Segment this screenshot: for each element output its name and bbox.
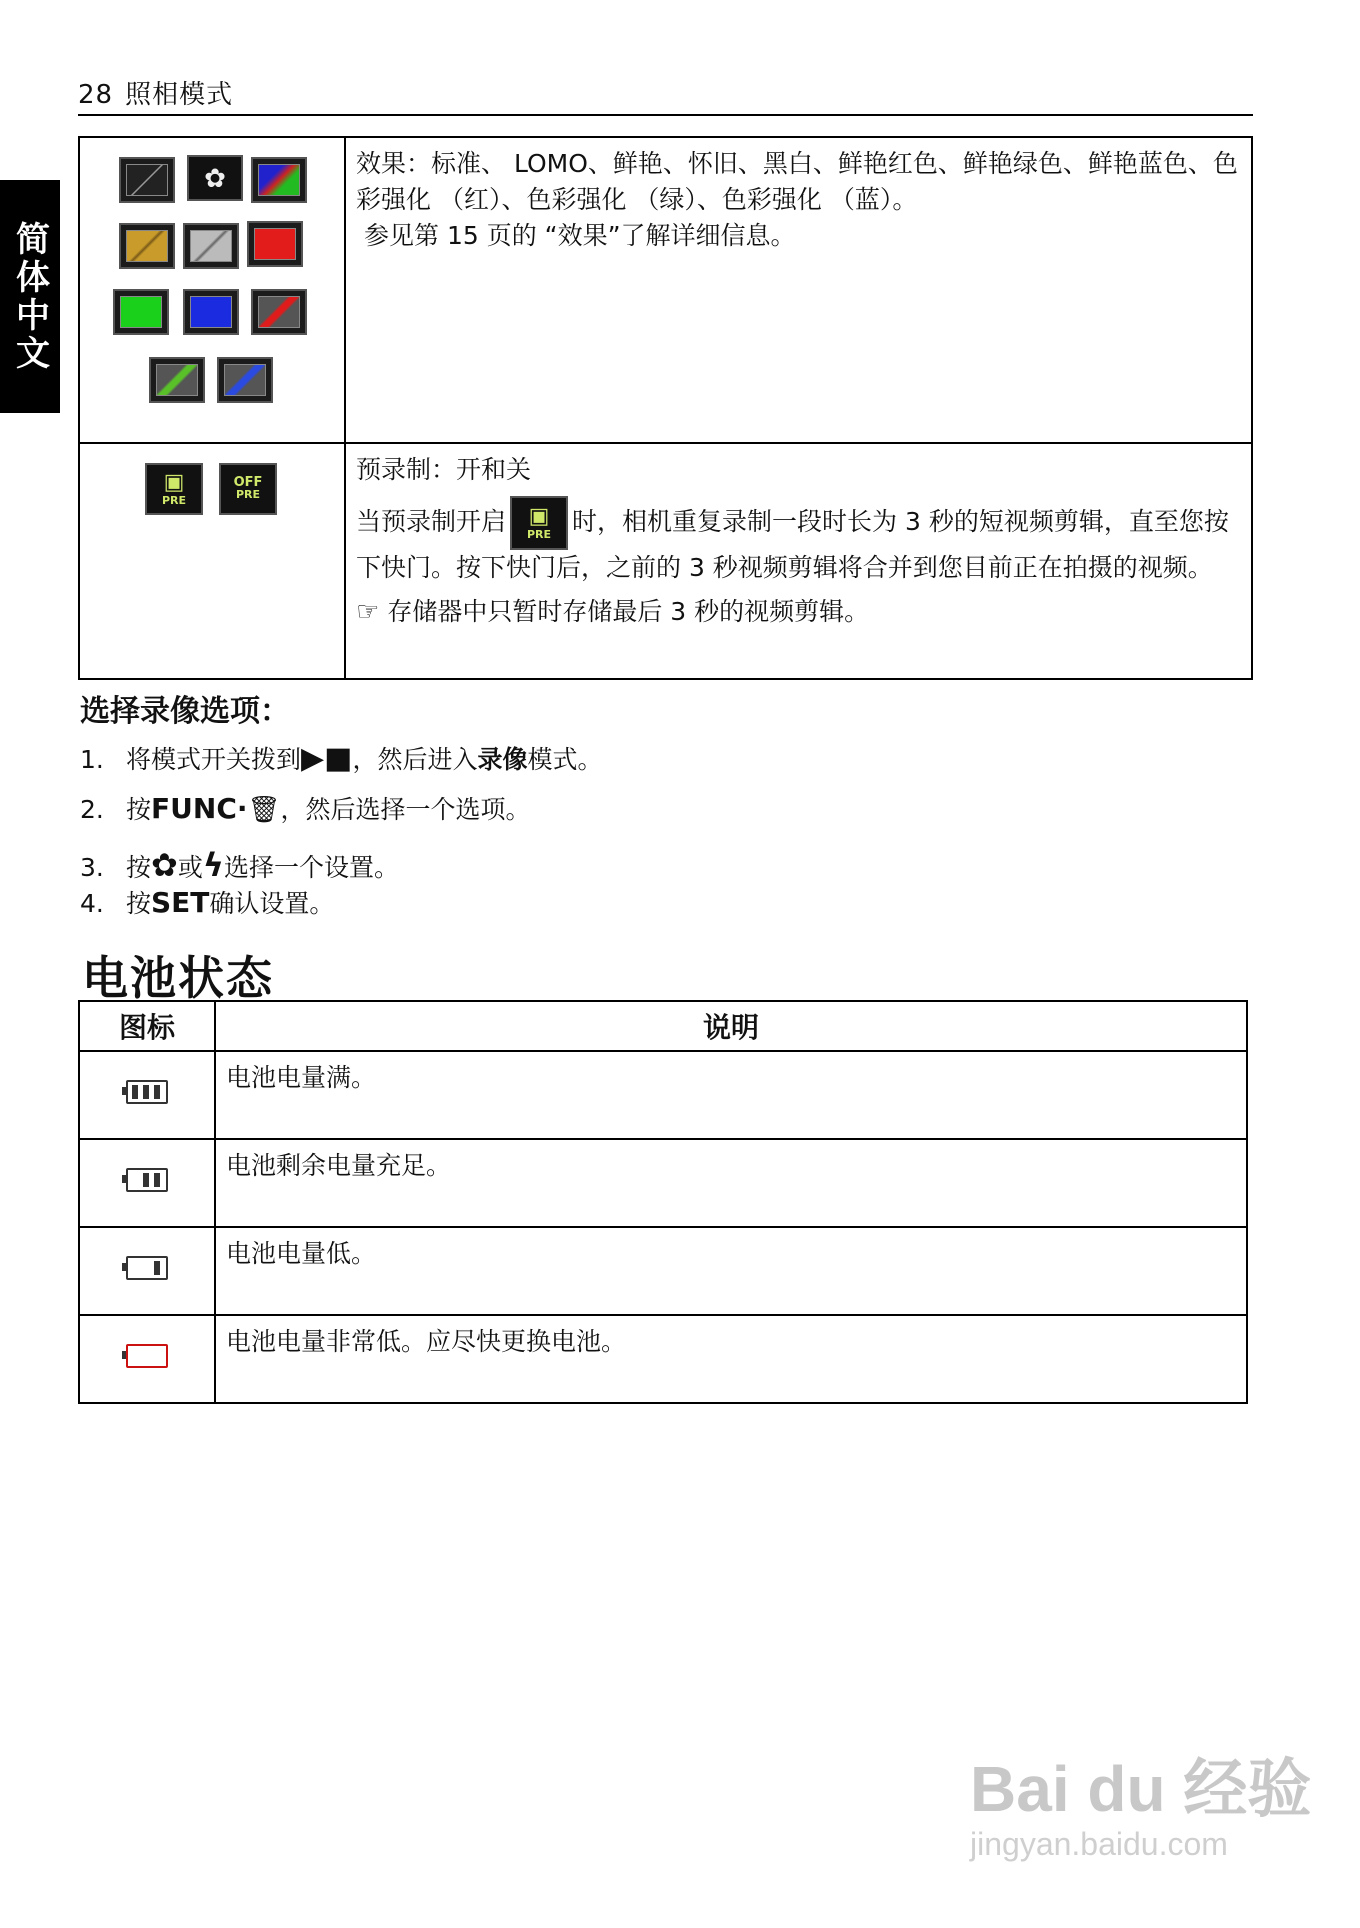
effect-enhance-blue-icon — [217, 357, 273, 403]
desc-cell: 电池电量满。 — [215, 1051, 1247, 1139]
pre-record-inline-icon — [510, 496, 568, 550]
header-rule — [78, 114, 1253, 116]
para-text-before: 当预录制开启 — [356, 507, 507, 536]
watermark-url: jingyan.baidu.com — [970, 1826, 1228, 1862]
step-number: 4. — [80, 889, 104, 918]
icon-cell — [79, 1139, 215, 1227]
side-tab-label: 简体中文 — [9, 220, 50, 373]
effects-description: 效果：标准、 LOMO、鲜艳、怀旧、黑白、鲜艳红色、鲜艳绿色、鲜艳蓝色、色彩强化 （红）、色彩强化 （绿）、色彩强化 （蓝）。 — [356, 149, 1238, 214]
battery-low-icon — [126, 1256, 168, 1280]
step-4 — [80, 884, 334, 920]
effect-enhance-red-icon — [251, 289, 307, 335]
effect-vivid-blue-icon — [183, 289, 239, 335]
table-row — [79, 1051, 1247, 1139]
effect-bw-icon — [183, 223, 239, 269]
battery-table — [78, 1000, 1248, 1404]
step-text: 按 — [126, 795, 152, 824]
watermark-logo: Bai du 经验 — [970, 1753, 1312, 1825]
desc-cell: 电池电量低。 — [215, 1227, 1247, 1315]
camcorder-icon: ▣ — [163, 470, 185, 495]
battery-empty-icon — [126, 1344, 168, 1368]
step-text: ，然后进入 — [352, 745, 478, 774]
macro-flower-icon: ✿ — [151, 846, 178, 884]
col-header-desc: 说明 — [215, 1001, 1247, 1051]
effect-vivid-green-icon — [113, 289, 169, 335]
note-text: 存储器中只暂时存储最后 3 秒的视频剪辑。 — [387, 597, 870, 626]
page-number: 28 — [78, 80, 114, 110]
pre-label: PRE — [526, 528, 552, 541]
table-row — [79, 1315, 1247, 1403]
func-key-label: FUNC· — [151, 792, 248, 825]
step-2 — [80, 790, 531, 826]
off-label: OFF — [233, 475, 263, 490]
table-row — [79, 1139, 1247, 1227]
page-header — [78, 74, 233, 111]
table-row — [79, 1227, 1247, 1315]
effect-sepia-icon — [119, 223, 175, 269]
note — [356, 594, 1243, 630]
effects-row — [79, 137, 1252, 443]
desc-cell: 电池剩余电量充足。 — [215, 1139, 1247, 1227]
flash-icon: ϟ — [202, 846, 224, 884]
effects-icon-grid — [81, 139, 343, 441]
pre-label: PRE — [235, 488, 261, 501]
para-text-after: 时，相机重复录制一段时长为 3 秒的短视频剪辑，直至您按下快门。按下快门后，之前的 3 秒视频剪辑将合并到您目前正在拍摄的视频。 — [356, 507, 1229, 582]
pre-record-on-icon — [145, 463, 203, 515]
step-number: 3. — [80, 853, 104, 882]
step-text: 确认设置。 — [209, 889, 335, 918]
desc-cell: 电池电量非常低。应尽快更换电池。 — [215, 1315, 1247, 1403]
step-text: 模式。 — [527, 745, 603, 774]
icon-cell — [79, 1315, 215, 1403]
step-number: 2. — [80, 795, 104, 824]
battery-medium-icon — [126, 1168, 168, 1192]
step-number: 1. — [80, 745, 104, 774]
step-bold-text: 录像 — [477, 745, 528, 774]
step-3 — [80, 846, 399, 884]
battery-heading: 电池状态 — [82, 951, 274, 1005]
pointing-hand-icon: ☞ — [356, 597, 380, 627]
steps-title: 选择录像选项： — [80, 694, 290, 729]
step-text: ，然后选择一个选项。 — [280, 795, 531, 824]
battery-table-header — [79, 1001, 1247, 1051]
battery-full-icon — [126, 1080, 168, 1104]
effect-vivid-icon — [251, 157, 307, 203]
options-table — [78, 136, 1253, 680]
step-text: 选择一个设置。 — [223, 853, 399, 882]
icon-cell — [79, 1227, 215, 1315]
col-header-icon: 图标 — [79, 1001, 215, 1051]
movie-mode-icon: ▶■ — [301, 741, 353, 776]
step-text: 按 — [126, 853, 152, 882]
effect-vivid-red-icon — [247, 221, 303, 267]
step-text: 或 — [177, 853, 203, 882]
trash-icon: 🗑 — [247, 795, 281, 825]
effects-reference: 参见第 15 页的 “效果”了解详细信息。 — [364, 221, 796, 250]
pre-record-text-cell — [345, 443, 1252, 679]
step-1 — [80, 740, 602, 776]
pre-record-off-icon — [219, 463, 277, 515]
step-text: 将模式开关拨到 — [126, 745, 302, 774]
set-key-label: SET — [151, 886, 210, 919]
icon-cell — [79, 1051, 215, 1139]
step-text: 按 — [126, 889, 152, 918]
effect-standard-icon — [119, 157, 175, 203]
pre-record-row — [79, 443, 1252, 679]
effects-text-cell — [345, 137, 1252, 443]
pre-label: PRE — [161, 494, 187, 507]
effect-lomo-icon: ✿ — [187, 155, 243, 201]
effect-enhance-green-icon — [149, 357, 205, 403]
camcorder-icon: ▣ — [528, 504, 550, 529]
pre-record-paragraph — [356, 496, 1243, 586]
pre-record-title: 预录制：开和关 — [356, 455, 532, 484]
language-side-tab — [0, 180, 60, 413]
chapter-title: 照相模式 — [125, 80, 234, 110]
pre-record-icons-cell — [79, 443, 345, 679]
effects-icons-cell — [79, 137, 345, 443]
